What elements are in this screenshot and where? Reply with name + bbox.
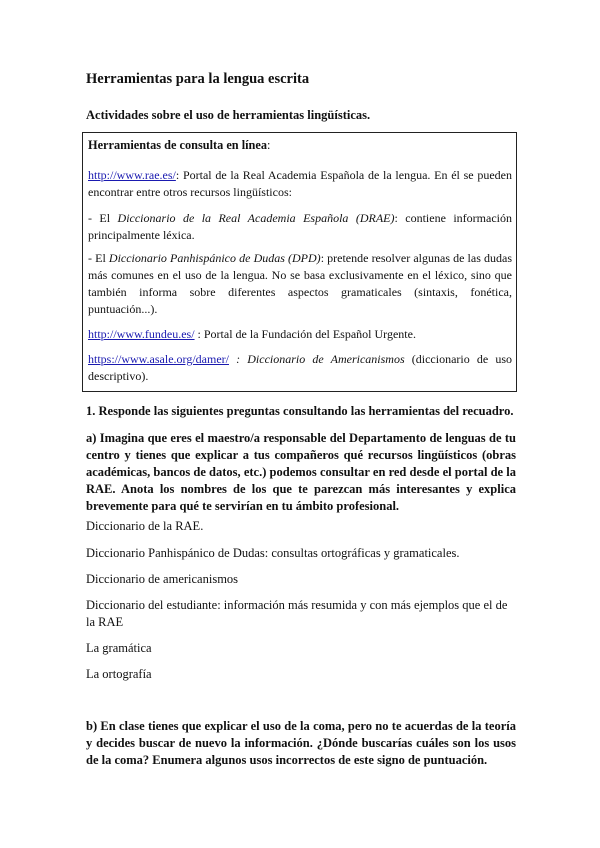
answer-line: La ortografía [86, 667, 152, 681]
tools-box [82, 132, 517, 392]
question-b: b) En clase tienes que explicar el uso de la coma, pero no te acuerdas de la teoría y decides buscar de nuevo la información. ¿Dónde buscarías cuáles son los usos de la coma? Enumera algunos usos incorrectos de este signo de puntuación. [86, 719, 516, 767]
tools-heading-text: Herramientas de consulta en línea [88, 138, 267, 152]
document-title: Herramientas para la lengua escrita [86, 71, 310, 87]
rae-link[interactable]: http://www.rae.es/ [88, 168, 176, 182]
answer-line: La gramática [86, 641, 152, 655]
dpd-paragraph [88, 250, 512, 318]
asale-paragraph [88, 351, 512, 385]
fundeu-description: : Portal de la Fundación del Español Urgente. [194, 327, 416, 341]
fundeu-link[interactable]: http://www.fundeu.es/ [88, 327, 195, 341]
answer-line: Diccionario del estudiante: información más resumida y con más ejemplos que el de la RAE [86, 598, 508, 629]
tools-box-heading [88, 137, 512, 153]
asale-link[interactable]: https://www.asale.org/damer/ [88, 352, 229, 366]
answer-line: Diccionario de la RAE. [86, 519, 204, 533]
asale-separator: : [228, 352, 248, 366]
answer-line: Diccionario de americanismos [86, 572, 239, 586]
fundeu-paragraph [88, 326, 512, 343]
question-a: a) Imagina que eres el maestro/a responsable del Departamento de lenguas de tu centro y tienes que explicar a tus compañeros qué recursos lingüísticos (obras académicas, bancos de datos, etc.) podemos consultar en red desde el portal de la RAE. Anota los nombres de los que te parezcan más interesantes y explica brevemente para qué te servirían en tu ámbito profesional. [86, 431, 516, 513]
rae-description: : Portal de la Real Academia Española de la lengua. En él se pueden encontrar entre otros recursos lingüísticos: [88, 168, 512, 199]
question-1: 1. Responde las siguientes preguntas consultando las herramientas del recuadro. [86, 404, 514, 418]
document-subtitle: Actividades sobre el uso de herramientas lingüísticas. [86, 108, 371, 122]
asale-description: (diccionario de uso descriptivo). [88, 352, 513, 383]
dpd-description: : pretende resolver algunas de las dudas más comunes en el uso de la lengua. No se basa exclusivamente en el léxico, sino que también informa sobre diferentes aspectos gramaticales (sintaxis, fonética, puntuación...). [88, 251, 512, 316]
dpd-prefix: - El [88, 251, 109, 265]
drae-prefix: - El [88, 211, 118, 225]
drae-description: : contiene información principalmente léxica. [88, 211, 512, 242]
drae-name: Diccionario de la Real Academia Española (DRAE) [117, 211, 395, 225]
drae-paragraph [88, 210, 512, 244]
answer-line: Diccionario Panhispánico de Dudas: consultas ortográficas y gramaticales. [86, 546, 460, 560]
tools-heading-colon: : [266, 138, 271, 152]
dpd-name: Diccionario Panhispánico de Dudas (DPD) [108, 251, 321, 265]
asale-name: Diccionario de Americanismos [247, 352, 405, 366]
rae-paragraph [88, 167, 512, 201]
